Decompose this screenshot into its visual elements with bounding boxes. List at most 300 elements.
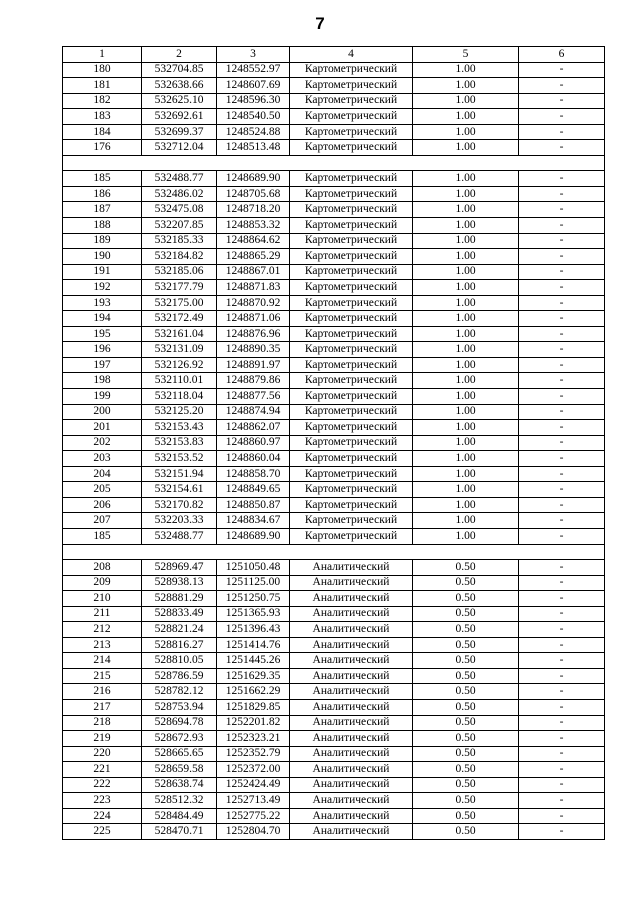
table-cell: 185: [63, 171, 142, 187]
table-cell: 1.00: [413, 202, 519, 218]
table-cell: -: [519, 513, 605, 529]
table-cell: 1251250.75: [217, 591, 290, 607]
table-cell: -: [519, 715, 605, 731]
table-cell: 1252201.82: [217, 715, 290, 731]
table-cell: 1251445.26: [217, 653, 290, 669]
table-cell: 217: [63, 699, 142, 715]
table-row: [63, 264, 605, 280]
table-cell: 193: [63, 295, 142, 311]
table-cell: Картометрический: [290, 528, 413, 544]
table-cell: 1.00: [413, 342, 519, 358]
table-cell: 528672.93: [142, 731, 217, 747]
table-row: [63, 746, 605, 762]
table-cell: 532118.04: [142, 389, 217, 405]
table-cell: 223: [63, 793, 142, 809]
table-cell: -: [519, 389, 605, 405]
table-cell: -: [519, 808, 605, 824]
table-cell: 528786.59: [142, 668, 217, 684]
table-cell: Картометрический: [290, 264, 413, 280]
table-cell: 220: [63, 746, 142, 762]
table-cell: 1248864.62: [217, 233, 290, 249]
table-cell: 1248834.67: [217, 513, 290, 529]
table-cell: 213: [63, 637, 142, 653]
table-cell: -: [519, 699, 605, 715]
table-cell: 1251396.43: [217, 622, 290, 638]
table-row: [63, 824, 605, 840]
table-cell: 1.00: [413, 124, 519, 140]
coordinates-table: [62, 46, 605, 840]
table-row: [63, 715, 605, 731]
table-cell: -: [519, 264, 605, 280]
table-row: [63, 404, 605, 420]
table-cell: 216: [63, 684, 142, 700]
table-cell: 1.00: [413, 357, 519, 373]
table-cell: 532625.10: [142, 93, 217, 109]
table-cell: 192: [63, 280, 142, 296]
table-cell: 0.50: [413, 684, 519, 700]
separator-row: [63, 544, 605, 560]
separator-row: [63, 155, 605, 171]
table-cell: 1.00: [413, 326, 519, 342]
table-cell: 532185.33: [142, 233, 217, 249]
table-cell: Аналитический: [290, 699, 413, 715]
table-cell: -: [519, 78, 605, 94]
table-cell: 0.50: [413, 591, 519, 607]
table-cell: 0.50: [413, 808, 519, 824]
table-cell: Картометрический: [290, 451, 413, 467]
table-cell: 532153.52: [142, 451, 217, 467]
table-cell: 199: [63, 389, 142, 405]
table-cell: -: [519, 684, 605, 700]
table-cell: 1.00: [413, 482, 519, 498]
table-cell: Картометрический: [290, 513, 413, 529]
table-cell: 532172.49: [142, 311, 217, 327]
table-row: [63, 233, 605, 249]
table-cell: 203: [63, 451, 142, 467]
table-cell: 1248890.35: [217, 342, 290, 358]
table-cell: Картометрический: [290, 186, 413, 202]
table-row: [63, 793, 605, 809]
table-cell: 221: [63, 762, 142, 778]
table-cell: 191: [63, 264, 142, 280]
table-cell: Картометрический: [290, 93, 413, 109]
table-cell: 1248540.50: [217, 109, 290, 125]
table-cell: 1248853.32: [217, 218, 290, 234]
table-cell: Аналитический: [290, 762, 413, 778]
table-cell: 532488.77: [142, 528, 217, 544]
table-cell: 1248552.97: [217, 62, 290, 78]
table-cell: -: [519, 482, 605, 498]
table-cell: -: [519, 731, 605, 747]
table-cell: 183: [63, 109, 142, 125]
table-cell: Картометрический: [290, 140, 413, 156]
table-cell: -: [519, 295, 605, 311]
table-row: [63, 482, 605, 498]
table-cell: 528470.71: [142, 824, 217, 840]
table-cell: 1.00: [413, 528, 519, 544]
table-row: [63, 653, 605, 669]
table-cell: Картометрический: [290, 311, 413, 327]
table-cell: Аналитический: [290, 591, 413, 607]
table-cell: 209: [63, 575, 142, 591]
table-cell: 0.50: [413, 622, 519, 638]
table-cell: 1.00: [413, 295, 519, 311]
table-cell: 0.50: [413, 653, 519, 669]
table-row: [63, 560, 605, 576]
table-row: [63, 326, 605, 342]
table-cell: 187: [63, 202, 142, 218]
table-cell: Аналитический: [290, 684, 413, 700]
table-cell: 0.50: [413, 762, 519, 778]
table-cell: -: [519, 466, 605, 482]
table-cell: Картометрический: [290, 202, 413, 218]
table-cell: 0.50: [413, 777, 519, 793]
table-cell: 532704.85: [142, 62, 217, 78]
table-cell: 1.00: [413, 404, 519, 420]
table-cell: 181: [63, 78, 142, 94]
table-cell: -: [519, 451, 605, 467]
table-row: [63, 218, 605, 234]
table-row: [63, 295, 605, 311]
table-cell: 208: [63, 560, 142, 576]
table-cell: -: [519, 233, 605, 249]
table-cell: 532153.43: [142, 420, 217, 436]
table-row: [63, 280, 605, 296]
table-cell: 532126.92: [142, 357, 217, 373]
table-cell: 1248870.92: [217, 295, 290, 311]
table-cell: 1248879.86: [217, 373, 290, 389]
table-cell: -: [519, 311, 605, 327]
table-cell: 210: [63, 591, 142, 607]
table-cell: 185: [63, 528, 142, 544]
table-cell: -: [519, 591, 605, 607]
table-cell: 528659.58: [142, 762, 217, 778]
table-cell: 198: [63, 373, 142, 389]
table-cell: 1.00: [413, 311, 519, 327]
table-cell: 0.50: [413, 731, 519, 747]
table-cell: 1.00: [413, 93, 519, 109]
table-row: [63, 171, 605, 187]
table-cell: 528484.49: [142, 808, 217, 824]
table-cell: Картометрический: [290, 326, 413, 342]
table-cell: 1252775.22: [217, 808, 290, 824]
table-cell: 1248862.07: [217, 420, 290, 436]
table-cell: Картометрический: [290, 373, 413, 389]
table-cell: 194: [63, 311, 142, 327]
table-cell: 202: [63, 435, 142, 451]
table-row: [63, 513, 605, 529]
table-row: [63, 622, 605, 638]
table-cell: 212: [63, 622, 142, 638]
table-cell: 197: [63, 357, 142, 373]
table-cell: 0.50: [413, 575, 519, 591]
column-header: 5: [413, 47, 519, 63]
table-cell: Картометрический: [290, 62, 413, 78]
table-cell: 1.00: [413, 466, 519, 482]
table-cell: 528938.13: [142, 575, 217, 591]
table-cell: Картометрический: [290, 482, 413, 498]
table-cell: -: [519, 373, 605, 389]
table-row: [63, 140, 605, 156]
table-cell: 528969.47: [142, 560, 217, 576]
table-cell: 0.50: [413, 560, 519, 576]
table-row: [63, 202, 605, 218]
table-cell: Аналитический: [290, 637, 413, 653]
column-header: 2: [142, 47, 217, 63]
table-cell: 206: [63, 497, 142, 513]
table-cell: 225: [63, 824, 142, 840]
table-row: [63, 528, 605, 544]
table-cell: Картометрический: [290, 420, 413, 436]
table-cell: 1252372.00: [217, 762, 290, 778]
table-body: [63, 62, 605, 839]
table-cell: 218: [63, 715, 142, 731]
table-cell: 532153.83: [142, 435, 217, 451]
table-row: [63, 451, 605, 467]
table-cell: Аналитический: [290, 560, 413, 576]
table-cell: 201: [63, 420, 142, 436]
table-cell: -: [519, 560, 605, 576]
table-cell: 1251365.93: [217, 606, 290, 622]
table-cell: 0.50: [413, 793, 519, 809]
table-row: [63, 186, 605, 202]
table-cell: 219: [63, 731, 142, 747]
table-cell: 1251050.48: [217, 560, 290, 576]
table-row: [63, 342, 605, 358]
table-cell: 211: [63, 606, 142, 622]
table-cell: 1.00: [413, 186, 519, 202]
table-cell: -: [519, 404, 605, 420]
table-cell: 1248689.90: [217, 528, 290, 544]
table-cell: 184: [63, 124, 142, 140]
table-cell: 532125.20: [142, 404, 217, 420]
table-cell: 1.00: [413, 435, 519, 451]
table-cell: Аналитический: [290, 653, 413, 669]
table-cell: 528512.32: [142, 793, 217, 809]
table-cell: 532170.82: [142, 497, 217, 513]
table-cell: -: [519, 420, 605, 436]
table-cell: Картометрический: [290, 466, 413, 482]
table-cell: 1248705.68: [217, 186, 290, 202]
table-cell: -: [519, 124, 605, 140]
table-cell: -: [519, 622, 605, 638]
table-cell: 1.00: [413, 280, 519, 296]
table-cell: -: [519, 326, 605, 342]
table-cell: 1251662.29: [217, 684, 290, 700]
table-cell: Аналитический: [290, 606, 413, 622]
table-cell: 224: [63, 808, 142, 824]
separator-cell: [63, 155, 605, 171]
table-cell: 1.00: [413, 513, 519, 529]
table-cell: Картометрический: [290, 218, 413, 234]
table-cell: Картометрический: [290, 295, 413, 311]
table-cell: Картометрический: [290, 497, 413, 513]
table-row: [63, 93, 605, 109]
table-row: [63, 591, 605, 607]
table-cell: -: [519, 218, 605, 234]
table-cell: 1248689.90: [217, 171, 290, 187]
table-cell: 0.50: [413, 637, 519, 653]
table-cell: 1.00: [413, 451, 519, 467]
table-cell: 1.00: [413, 140, 519, 156]
table-cell: 1.00: [413, 171, 519, 187]
table-cell: 1248524.88: [217, 124, 290, 140]
table-row: [63, 311, 605, 327]
table-cell: 532712.04: [142, 140, 217, 156]
table-cell: 532475.08: [142, 202, 217, 218]
table-cell: 1248876.96: [217, 326, 290, 342]
table-cell: Аналитический: [290, 746, 413, 762]
table-cell: Аналитический: [290, 622, 413, 638]
table-cell: 1252713.49: [217, 793, 290, 809]
table-cell: 528833.49: [142, 606, 217, 622]
table-cell: 190: [63, 249, 142, 265]
table-cell: 532203.33: [142, 513, 217, 529]
table-cell: Картометрический: [290, 357, 413, 373]
table-cell: 1248891.97: [217, 357, 290, 373]
table-cell: 188: [63, 218, 142, 234]
table-cell: Картометрический: [290, 404, 413, 420]
table-cell: 182: [63, 93, 142, 109]
table-row: [63, 124, 605, 140]
table-cell: 1248871.06: [217, 311, 290, 327]
table-cell: 532110.01: [142, 373, 217, 389]
table-cell: 1.00: [413, 233, 519, 249]
table-cell: Картометрический: [290, 389, 413, 405]
table-cell: 1248607.69: [217, 78, 290, 94]
table-cell: 1248877.56: [217, 389, 290, 405]
table-cell: Аналитический: [290, 793, 413, 809]
table-cell: Картометрический: [290, 109, 413, 125]
table-row: [63, 109, 605, 125]
table-cell: 528782.12: [142, 684, 217, 700]
table-cell: Картометрический: [290, 342, 413, 358]
table-cell: 1252323.21: [217, 731, 290, 747]
table-cell: Картометрический: [290, 78, 413, 94]
table-cell: -: [519, 824, 605, 840]
column-header: 3: [217, 47, 290, 63]
table-cell: -: [519, 497, 605, 513]
table-cell: -: [519, 762, 605, 778]
table-cell: 532699.37: [142, 124, 217, 140]
table-cell: 1248874.94: [217, 404, 290, 420]
table-cell: 186: [63, 186, 142, 202]
table-cell: 532692.61: [142, 109, 217, 125]
table-cell: 1252424.49: [217, 777, 290, 793]
table-cell: Аналитический: [290, 715, 413, 731]
table-cell: -: [519, 109, 605, 125]
table-cell: Картометрический: [290, 171, 413, 187]
table-cell: 207: [63, 513, 142, 529]
table-cell: 180: [63, 62, 142, 78]
table-cell: 1252352.79: [217, 746, 290, 762]
table-row: [63, 731, 605, 747]
table-cell: 1.00: [413, 420, 519, 436]
table-cell: 1248865.29: [217, 249, 290, 265]
table-cell: 1248860.04: [217, 451, 290, 467]
table-row: [63, 389, 605, 405]
table-row: [63, 762, 605, 778]
table-cell: -: [519, 280, 605, 296]
table-cell: 1.00: [413, 389, 519, 405]
table-cell: 1.00: [413, 109, 519, 125]
table-header-row: [63, 47, 605, 63]
page-number: 7: [315, 14, 325, 33]
table-cell: 1.00: [413, 373, 519, 389]
table-cell: -: [519, 606, 605, 622]
table-cell: 0.50: [413, 824, 519, 840]
column-header: 1: [63, 47, 142, 63]
table-cell: -: [519, 528, 605, 544]
table-cell: 532486.02: [142, 186, 217, 202]
table-cell: -: [519, 435, 605, 451]
table-cell: -: [519, 668, 605, 684]
table-row: [63, 466, 605, 482]
table-cell: -: [519, 62, 605, 78]
separator-cell: [63, 544, 605, 560]
table-cell: 1248513.48: [217, 140, 290, 156]
table-cell: 532207.85: [142, 218, 217, 234]
table-cell: 1248718.20: [217, 202, 290, 218]
table-row: [63, 357, 605, 373]
table-row: [63, 78, 605, 94]
table-cell: 1248858.70: [217, 466, 290, 482]
table-cell: 532185.06: [142, 264, 217, 280]
table-cell: 0.50: [413, 699, 519, 715]
table-cell: 532151.94: [142, 466, 217, 482]
table-cell: 215: [63, 668, 142, 684]
table-cell: -: [519, 93, 605, 109]
table-cell: 1.00: [413, 249, 519, 265]
table-cell: -: [519, 746, 605, 762]
table-cell: 0.50: [413, 606, 519, 622]
table-row: [63, 62, 605, 78]
table-cell: 0.50: [413, 668, 519, 684]
table-row: [63, 249, 605, 265]
table-row: [63, 420, 605, 436]
table-cell: 532175.00: [142, 295, 217, 311]
table-cell: 1248849.65: [217, 482, 290, 498]
table-row: [63, 606, 605, 622]
table-cell: 532638.66: [142, 78, 217, 94]
table-cell: 1.00: [413, 78, 519, 94]
table-cell: -: [519, 249, 605, 265]
table-cell: -: [519, 793, 605, 809]
table-cell: 1248860.97: [217, 435, 290, 451]
column-header: 4: [290, 47, 413, 63]
table-cell: 528665.65: [142, 746, 217, 762]
table-cell: -: [519, 140, 605, 156]
table-cell: 1251829.85: [217, 699, 290, 715]
table-cell: Аналитический: [290, 575, 413, 591]
table-row: [63, 699, 605, 715]
table-cell: 532161.04: [142, 326, 217, 342]
table-cell: Аналитический: [290, 808, 413, 824]
table-cell: 1248871.83: [217, 280, 290, 296]
table-cell: Аналитический: [290, 668, 413, 684]
table-cell: Картометрический: [290, 233, 413, 249]
table-cell: 1248850.87: [217, 497, 290, 513]
table-row: [63, 575, 605, 591]
table-cell: 1251629.35: [217, 668, 290, 684]
table-cell: 200: [63, 404, 142, 420]
table-cell: 528810.05: [142, 653, 217, 669]
table-cell: -: [519, 777, 605, 793]
table-cell: 1248596.30: [217, 93, 290, 109]
table-cell: Картометрический: [290, 435, 413, 451]
table-cell: 205: [63, 482, 142, 498]
table-cell: 532488.77: [142, 171, 217, 187]
